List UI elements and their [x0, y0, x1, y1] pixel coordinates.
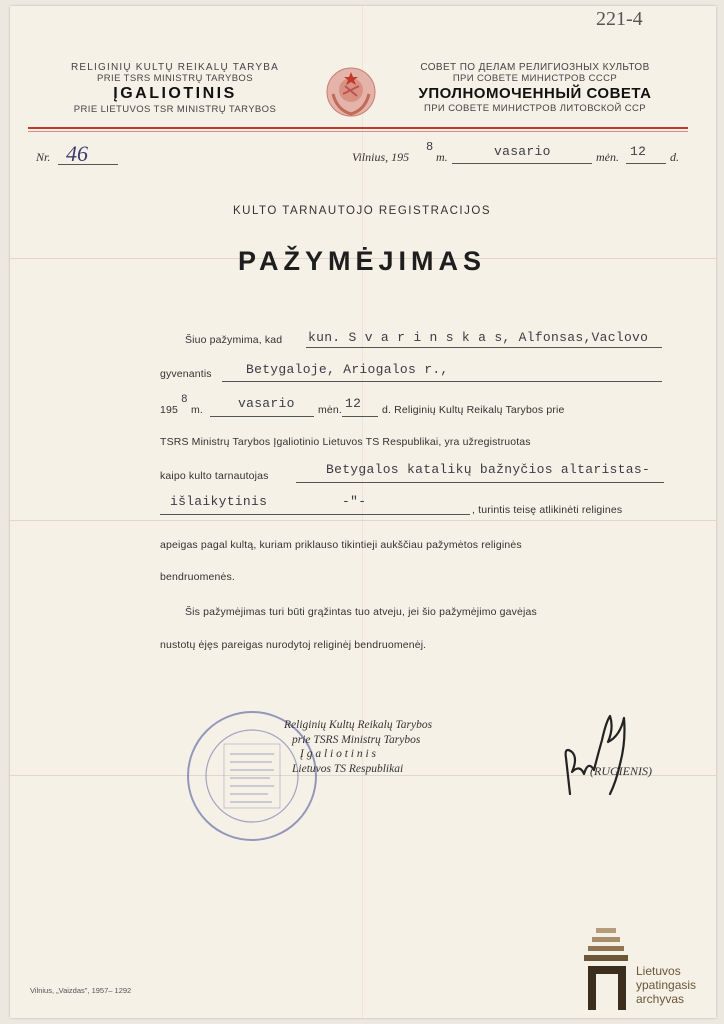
body-p4: TSRS Ministrų Tarybos Įgaliotinio Lietuvos TS Respublikai, yra užregistruotas: [160, 436, 531, 448]
body-p1-underline: [306, 347, 662, 348]
date-city-year: Vilnius, 195: [352, 150, 410, 164]
date-d-label: d.: [670, 150, 679, 164]
soviet-emblem-icon: [323, 64, 379, 120]
body-p3-men: mėn.: [318, 404, 342, 416]
body-p1-name: kun. S v a r i n s k a s, Alfonsas,Vaclovo: [308, 330, 649, 345]
handwritten-signature: [550, 702, 640, 802]
archive-logo-icon: [584, 926, 630, 1010]
archive-logo-text: [636, 964, 696, 1006]
header-right: [385, 62, 685, 114]
body-p3-year-digit: 8: [181, 394, 188, 406]
nr-value: 46: [66, 141, 88, 166]
nr-label: Nr.: [36, 150, 51, 164]
body-p8: bendruomenės.: [160, 571, 235, 583]
body-p5-underline: [296, 482, 664, 483]
date-day: 12: [630, 144, 647, 159]
paper-fold-line: [10, 520, 716, 521]
header-right-line1: СОВЕТ ПО ДЕЛАМ РЕЛИГИОЗНЫХ КУЛЬТОВ: [420, 62, 650, 73]
header-left-line4: PRIE LIETUVOS TSR MINISTRŲ TARYBOS: [73, 104, 277, 115]
date-m-label: m.: [436, 150, 448, 164]
signature-block-line3: Į g a l i o t i n i s: [300, 748, 377, 760]
body-p3-m: m.: [191, 404, 203, 416]
body-p3-month: vasario: [238, 396, 295, 411]
date-men-label: mėn.: [596, 150, 619, 164]
header-right-title: УПОЛНОМОЧЕННЫЙ СОВЕТА: [418, 85, 652, 102]
signer-name: (RUGIENIS): [590, 764, 652, 778]
archive-number: 221-4: [596, 8, 643, 30]
date-day-underline: [626, 163, 666, 164]
header-right-line4: ПРИ СОВЕТЕ МИНИСТРОВ ЛИТОВСКОЙ ССР: [423, 103, 647, 114]
body-p7: apeigas pagal kultą, kuriam priklauso tikintieji aukščiau pažymėtos religinės: [160, 539, 522, 551]
signature-block-line2: prie TSRS Ministrų Tarybos: [292, 733, 421, 746]
body-p1-label: Šiuo pažymima, kad: [185, 334, 283, 346]
body-p3-rest: d. Religinių Kultų Reikalų Tarybos prie: [382, 404, 565, 416]
signature-block-line4: Lietuvos TS Respublikai: [292, 762, 404, 775]
header-left-line2: PRIE TSRS MINISTRŲ TARYBOS: [97, 73, 253, 84]
archive-logo-line2: ypatingasis: [636, 978, 697, 992]
body-p5-value: Betygalos katalikų bažnyčios altaristas-: [326, 462, 651, 477]
archive-logo-line1: Lietuvos: [636, 964, 681, 978]
body-p9: Šis pažymėjimas turi būti grąžintas tuo atveju, jei šio pažymėjimo gavėjas: [185, 606, 537, 618]
header-left-line1: RELIGINIŲ KULTŲ REIKALŲ TARYBA: [70, 62, 280, 73]
date-year-digit: 8: [426, 140, 434, 154]
body-p2-label: gyvenantis: [160, 368, 212, 380]
body-p6-dashes: -"-: [342, 494, 367, 509]
body-p2-underline: [222, 381, 662, 382]
signature-block: [280, 718, 500, 776]
header-left-title: ĮGALIOTINIS: [113, 85, 237, 102]
header-rule: [28, 127, 688, 129]
document-title: PAŽYMĖJIMAS: [237, 246, 487, 276]
body-p6-rest: , turintis teisę atlikinėti religines: [472, 504, 623, 516]
printer-imprint: Vilnius, „Vaizdas", 1957– 1292: [30, 986, 132, 995]
body-p10: nustotų ėjęs pareigas nurodytoj religinėj bendruomenėj.: [160, 639, 427, 651]
body-p6-value: išlaikytinis: [170, 494, 268, 509]
date-month: vasario: [494, 144, 551, 159]
header-right-line2: ПРИ СОВЕТЕ МИНИСТРОВ СССР: [452, 73, 618, 84]
body-p6-underline: [160, 514, 470, 515]
signature-block-line1: Religinių Kultų Reikalų Tarybos: [284, 719, 433, 731]
body-p2-place: Betygaloje, Ariogalos r.,: [246, 362, 449, 377]
body-p5-label: kaipo kulto tarnautojas: [160, 470, 269, 482]
header-left: [30, 62, 320, 115]
body-p3-year-prefix: 195: [160, 404, 178, 416]
body-p3-month-underline: [210, 416, 314, 417]
header-rule-thin: [28, 131, 688, 132]
body-p3-day: 12: [345, 396, 362, 411]
archive-logo-line3: archyvas: [636, 992, 685, 1006]
date-month-underline: [452, 163, 592, 164]
document-subtitle: KULTO TARNAUTOJO REGISTRACIJOS: [233, 205, 491, 217]
body-p3-day-underline: [342, 416, 378, 417]
